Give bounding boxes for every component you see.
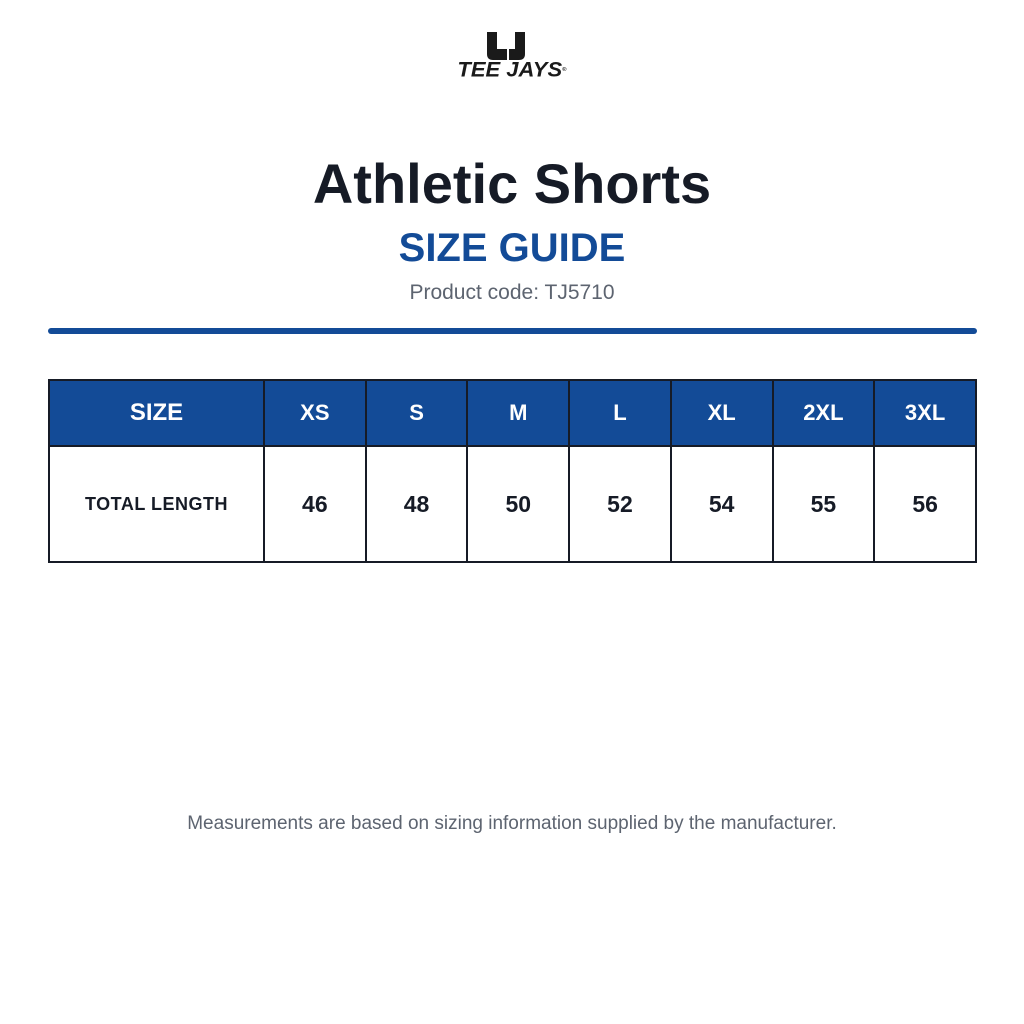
table-cell: 52 (569, 446, 671, 562)
size-table (48, 379, 977, 563)
measurement-disclaimer: Measurements are based on sizing information supplied by the manufacturer. (187, 813, 837, 834)
table-cell: 54 (671, 446, 773, 562)
table-cell: 48 (366, 446, 468, 562)
table-cell: 46 (264, 446, 366, 562)
table-cell: 56 (874, 446, 976, 562)
brand-logo (452, 32, 572, 84)
table-header-row (49, 380, 976, 446)
divider (48, 328, 977, 334)
table-header-cell: 2XL (773, 380, 875, 446)
table-header-cell: S (366, 380, 468, 446)
page-subtitle: SIZE GUIDE (398, 226, 626, 270)
tee-jays-u-mark-icon (485, 32, 539, 60)
table-cell: 50 (467, 446, 569, 562)
table-header-cell: XL (671, 380, 773, 446)
table-header-size: SIZE (49, 380, 264, 446)
brand-logo-wordmark: TEE JAYS® (457, 57, 567, 82)
registered-mark: ® (562, 67, 567, 73)
table-header-cell: 3XL (874, 380, 976, 446)
table-row (49, 446, 976, 562)
product-code: Product code: TJ5710 (409, 281, 615, 304)
table-cell: 55 (773, 446, 875, 562)
table-header-cell: L (569, 380, 671, 446)
page-title: Athletic Shorts (312, 152, 712, 215)
table-header-cell: M (467, 380, 569, 446)
row-label-total-length: TOTAL LENGTH (49, 446, 264, 562)
table-header-cell: XS (264, 380, 366, 446)
